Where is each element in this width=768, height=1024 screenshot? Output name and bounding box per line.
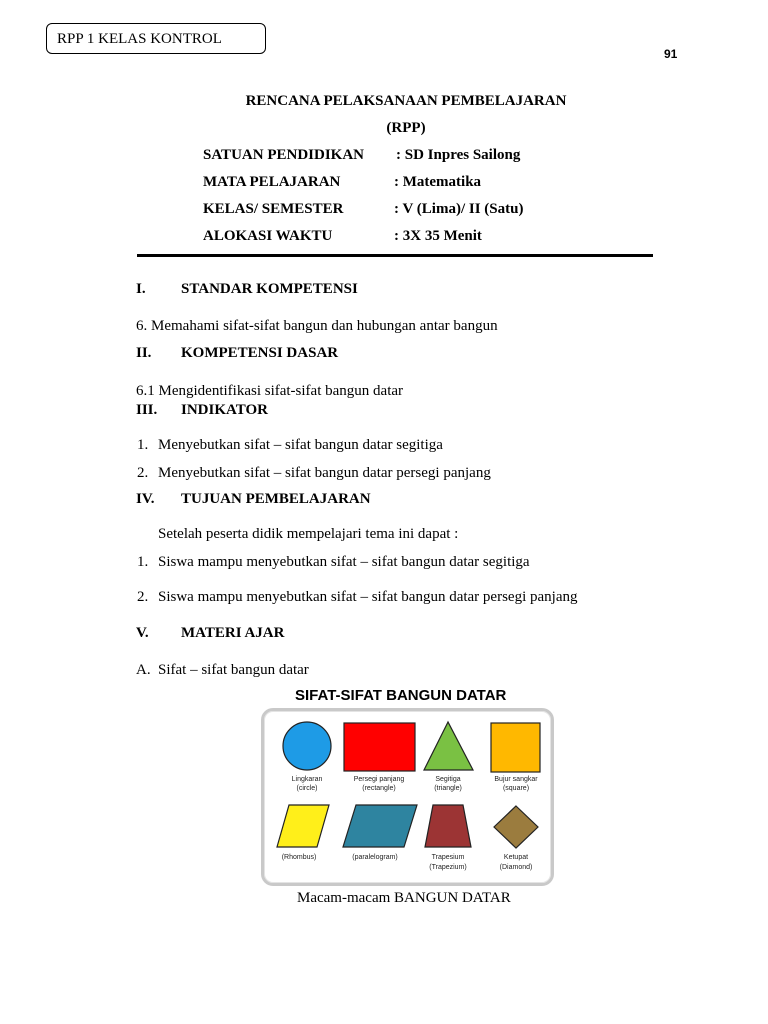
page-number: 91 <box>664 47 678 61</box>
trapezium-label: Trapesium <box>431 854 465 861</box>
document-subtitle: (RPP) <box>386 120 426 136</box>
meta-value-subject: : Matematika <box>394 174 482 190</box>
circle-label-en: (circle) <box>296 785 318 792</box>
indicator-1-text: Menyebutkan sifat – sifat bangun datar segitiga <box>158 437 443 453</box>
objective-2-text: Siswa mampu menyebutkan sifat – sifat bangun datar persegi panjang <box>158 589 578 605</box>
section-4-number: IV. <box>136 491 155 507</box>
section-2-number: II. <box>136 345 152 361</box>
meta-value-time: : 3X 35 Menit <box>394 228 482 244</box>
section-2-text: 6.1 Mengidentifikasi sifat-sifat bangun datar <box>136 383 404 399</box>
objective-1-text: Siswa mampu menyebutkan sifat – sifat bangun datar segitiga <box>158 554 530 570</box>
section-4-title: TUJUAN PEMBELAJARAN <box>181 491 371 507</box>
triangle-shape <box>424 722 473 770</box>
section-3-number: III. <box>136 402 158 418</box>
meta-value-school: : SD Inpres Sailong <box>396 147 521 163</box>
section-5-number: V. <box>136 625 149 641</box>
square-label: Bujur sangkar <box>494 776 538 783</box>
rectangle-shape <box>344 723 415 771</box>
meta-key-time: ALOKASI WAKTU <box>203 228 333 244</box>
diamond-shape <box>494 806 538 848</box>
header-divider <box>137 254 653 257</box>
circle-label: Lingkaran <box>291 776 323 783</box>
section-1-number: I. <box>136 281 146 297</box>
document-label-box: RPP 1 KELAS KONTROL <box>46 23 266 54</box>
indicator-2-number: 2. <box>137 465 149 481</box>
objectives-intro: Setelah peserta didik mempelajari tema ini dapat : <box>158 526 459 542</box>
square-label-en: (square) <box>502 785 530 792</box>
parallelogram-shape <box>343 805 417 847</box>
section-2-title: KOMPETENSI DASAR <box>181 345 339 361</box>
indicator-2-text: Menyebutkan sifat – sifat bangun datar persegi panjang <box>158 465 491 481</box>
figure-title: SIFAT-SIFAT BANGUN DATAR <box>295 687 507 704</box>
indicator-1-number: 1. <box>137 437 149 453</box>
circle-shape <box>283 722 331 770</box>
objective-2-number: 2. <box>137 589 149 605</box>
section-3-title: INDIKATOR <box>181 402 268 418</box>
trapezium-shape <box>425 805 471 847</box>
parallelogram-label: (paralelogram) <box>352 854 398 861</box>
section-1-text: 6. Memahami sifat-sifat bangun dan hubungan antar bangun <box>136 318 498 334</box>
trapezium-label-en: (Trapezium) <box>429 864 467 871</box>
square-shape <box>491 723 540 772</box>
diamond-label: Ketupat <box>503 854 529 861</box>
rhombus-label: (Rhombus) <box>281 854 317 861</box>
diamond-label-en: (Diamond) <box>499 864 533 871</box>
meta-key-subject: MATA PELAJARAN <box>203 174 341 190</box>
document-title: RENCANA PELAKSANAAN PEMBELAJARAN <box>245 93 567 109</box>
rectangle-label: Persegi panjang <box>353 776 405 783</box>
meta-key-school: SATUAN PENDIDIKAN <box>203 147 364 163</box>
rectangle-label-en: (rectangle) <box>362 785 396 792</box>
triangle-label: Segitiga <box>435 776 461 783</box>
section-5-title: MATERI AJAR <box>181 625 285 641</box>
meta-key-class: KELAS/ SEMESTER <box>203 201 344 217</box>
triangle-label-en: (triangle) <box>434 785 462 792</box>
figure-caption: Macam-macam BANGUN DATAR <box>297 890 511 906</box>
rhombus-shape <box>277 805 329 847</box>
objective-1-number: 1. <box>137 554 149 570</box>
section-1-title: STANDAR KOMPETENSI <box>181 281 358 297</box>
meta-value-class: : V (Lima)/ II (Satu) <box>394 201 524 217</box>
material-item-text: Sifat – sifat bangun datar <box>158 662 309 678</box>
shapes-figure <box>261 708 554 886</box>
material-item-letter: A. <box>136 662 151 678</box>
